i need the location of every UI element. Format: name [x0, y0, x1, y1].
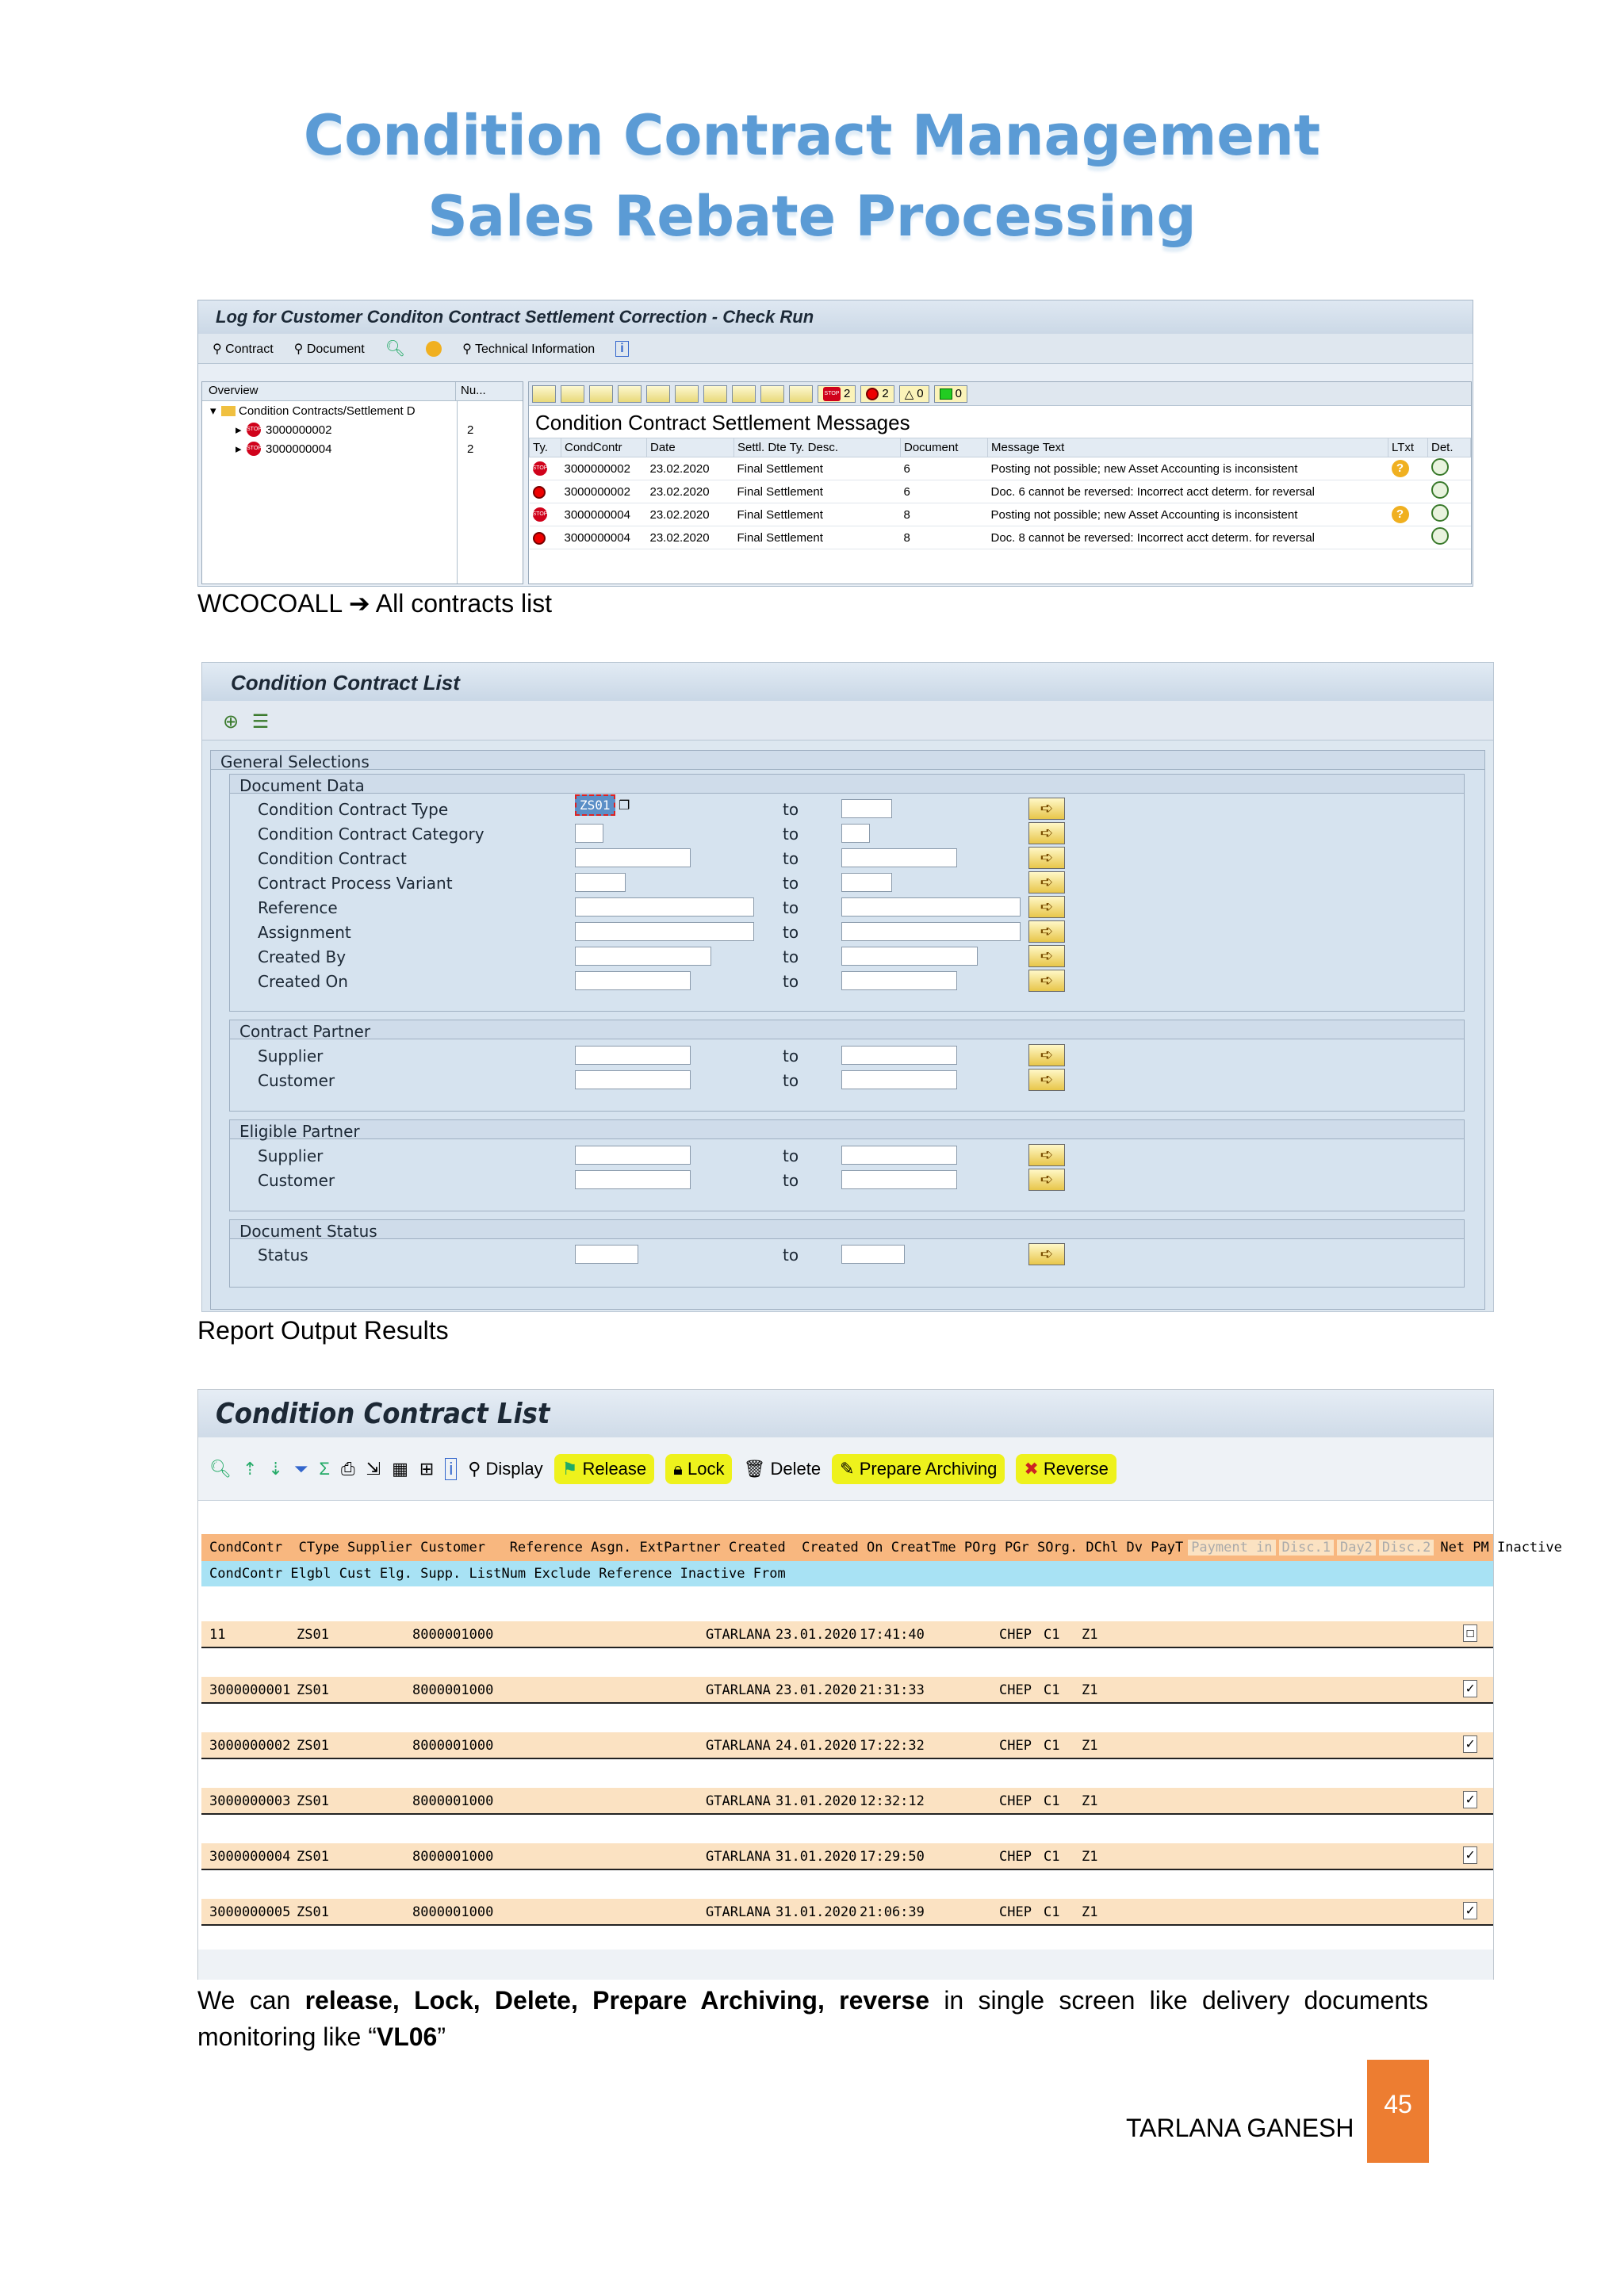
- label-process-variant: Contract Process Variant: [258, 874, 453, 893]
- selection-header: Condition Contract List: [202, 663, 1493, 701]
- tree-item[interactable]: ▸ STOP 3000000002 2: [236, 423, 474, 437]
- filter-icon[interactable]: ⏷: [293, 1458, 308, 1479]
- stop-icon: STOP: [533, 507, 547, 522]
- cell-created-time: 17:29:50: [860, 1849, 925, 1865]
- cell-contract: 3000000004: [561, 503, 647, 526]
- export-icon[interactable]: ⇲: [366, 1458, 381, 1479]
- sort-desc-icon[interactable]: ⇣: [268, 1458, 283, 1479]
- release-label: Release: [582, 1458, 647, 1479]
- cell-ctype: ZS01: [297, 1849, 329, 1865]
- log-screenshot: [197, 300, 1473, 587]
- delete-label: Delete: [770, 1458, 822, 1479]
- cell-contract: 3000000002: [561, 457, 647, 480]
- col-det[interactable]: Det.: [1428, 438, 1471, 457]
- page-title: Condition Contract Management: [303, 103, 1321, 168]
- cell-dchl: C1: [1044, 1849, 1060, 1865]
- column-headers: CondContr CType Supplier Customer Reference Asgn. ExtPartner Created Created On CreatTme POrg PGr SOrg. DChl Dv PayT: [209, 1540, 1184, 1556]
- summary-actions: release, Lock, Delete, Prepare Archiving, reverse: [304, 1986, 930, 2015]
- cell-ctype: ZS01: [297, 1793, 329, 1809]
- message-row[interactable]: [530, 457, 1471, 480]
- cell-desc: Final Settlement: [734, 503, 901, 526]
- condition-contract-to-input[interactable]: [841, 848, 957, 867]
- lock-button[interactable]: [665, 1454, 732, 1484]
- cell-doc: 8: [901, 503, 988, 526]
- lock-icon: 🔒︎: [673, 1458, 683, 1479]
- find-icon[interactable]: [618, 385, 642, 403]
- log-header: Log for Customer Conditon Contract Settlement Correction - Check Run: [198, 300, 1473, 334]
- contract-type-input[interactable]: [575, 798, 630, 813]
- tree-item-num: 2: [467, 442, 474, 456]
- contract-category-input[interactable]: [575, 824, 603, 843]
- message-row[interactable]: [530, 503, 1471, 526]
- tree-root-label: Condition Contracts/Settlement D: [239, 404, 416, 418]
- cell-created: GTARLANA: [706, 1738, 771, 1754]
- multiple-selection-button[interactable]: ➪: [1028, 970, 1065, 992]
- multiple-selection-button[interactable]: ➪: [1028, 1069, 1065, 1091]
- cell-customer: 8000001000: [412, 1849, 494, 1865]
- label-created-by: Created By: [258, 947, 347, 966]
- log-toolbar: [198, 334, 1473, 364]
- cell-date: 23.02.2020: [647, 503, 734, 526]
- columns-icon[interactable]: ⊞: [419, 1458, 435, 1479]
- label-assignment: Assignment: [258, 923, 351, 942]
- summary-text-2: in single screen like delivery documents monitoring like “: [197, 1986, 1429, 2051]
- selection-toolbar: [202, 701, 1493, 740]
- document-status-title: Document Status: [230, 1220, 1464, 1239]
- tree-col-num: Nu...: [461, 384, 486, 397]
- cell-desc: Final Settlement: [734, 526, 901, 549]
- cell-date: 23.02.2020: [647, 480, 734, 503]
- detail-icon[interactable]: 🔍︎: [209, 1458, 232, 1479]
- process-variant-to-input[interactable]: [841, 873, 892, 892]
- to-label: to: [783, 1171, 799, 1190]
- sort-asc-icon[interactable]: [561, 385, 584, 403]
- multiple-selection-button[interactable]: ➪: [1028, 847, 1065, 869]
- sort-asc-icon[interactable]: ⇡: [242, 1458, 258, 1479]
- table-row[interactable]: [201, 1677, 1493, 1704]
- eligible-supplier-to-input[interactable]: [841, 1146, 957, 1165]
- error-icon: [533, 532, 546, 545]
- col-netpm-inactive: Net PM Inactive: [1440, 1540, 1562, 1556]
- longtext-icon[interactable]: ?: [1392, 506, 1409, 523]
- tree-item-label: 3000000002: [266, 423, 332, 437]
- cell-created-on: 23.01.2020: [776, 1682, 857, 1698]
- cell-doc: 6: [901, 457, 988, 480]
- cell-customer: 8000001000: [412, 1682, 494, 1698]
- cell-created-time: 12:32:12: [860, 1793, 925, 1809]
- summary-paragraph: [197, 1982, 1428, 2055]
- message-row[interactable]: [530, 526, 1471, 549]
- report-screenshot: [197, 1389, 1562, 1980]
- summary-text-3: ”: [437, 2022, 446, 2051]
- to-label: to: [783, 947, 799, 966]
- stop-icon: STOP: [247, 423, 261, 437]
- cell-ctype: ZS01: [297, 1682, 329, 1698]
- to-label: to: [783, 825, 799, 844]
- partner-customer-input[interactable]: [575, 1070, 691, 1089]
- label-supplier: Supplier: [258, 1047, 324, 1066]
- eligible-partner-group: [229, 1119, 1465, 1211]
- inactive-checkbox[interactable]: ✓: [1463, 1680, 1477, 1697]
- contract-partner-group: [229, 1020, 1465, 1112]
- cell-ctype: ZS01: [297, 1627, 329, 1643]
- detail-icon[interactable]: [1431, 458, 1449, 476]
- label-status: Status: [258, 1246, 308, 1265]
- cell-created: GTARLANA: [706, 1793, 771, 1809]
- cell-desc: Final Settlement: [734, 457, 901, 480]
- label-supplier: Supplier: [258, 1146, 324, 1165]
- label-customer: Customer: [258, 1171, 335, 1190]
- cell-doc: 6: [901, 480, 988, 503]
- created-on-to-input[interactable]: [841, 971, 957, 990]
- label-contract-category: Condition Contract Category: [258, 825, 485, 844]
- detail-icon[interactable]: [1431, 527, 1449, 545]
- multiple-selection-button[interactable]: ➪: [1028, 945, 1065, 967]
- cell-contract: 3000000002: [561, 480, 647, 503]
- condition-contract-input[interactable]: [575, 848, 691, 867]
- stop-icon: STOP: [247, 442, 261, 456]
- summary-text-1: We can: [197, 1986, 291, 2015]
- table-row[interactable]: [201, 1621, 1493, 1648]
- inactive-checkbox[interactable]: ☐: [1463, 1624, 1477, 1642]
- cell-sorg: CHEP: [999, 1682, 1032, 1698]
- cell-contract: 3000000002: [209, 1738, 291, 1754]
- cell-created-on: 31.01.2020: [776, 1904, 857, 1920]
- reverse-label: Reverse: [1043, 1458, 1109, 1479]
- reverse-icon: ✖: [1024, 1458, 1039, 1479]
- reverse-button[interactable]: [1016, 1454, 1116, 1484]
- cell-created-on: 31.01.2020: [776, 1793, 857, 1809]
- multiple-selection-button[interactable]: ➪: [1028, 1044, 1065, 1066]
- lock-label: Lock: [688, 1458, 725, 1479]
- cell-contract: 3000000004: [209, 1849, 291, 1865]
- multiple-selection-button[interactable]: ➪: [1028, 871, 1065, 894]
- cell-dchl: C1: [1044, 1793, 1060, 1809]
- error-icon: [533, 486, 546, 499]
- help-icon[interactable]: [426, 341, 442, 357]
- to-label: to: [783, 1071, 799, 1090]
- message-row[interactable]: [530, 480, 1471, 503]
- trash-icon: 🗑︎: [743, 1458, 766, 1479]
- to-label: to: [783, 1146, 799, 1165]
- cell-created-time: 21:06:39: [860, 1904, 925, 1920]
- tree-col-overview: Overview: [202, 382, 456, 400]
- label-condition-contract: Condition Contract: [258, 849, 407, 868]
- tree-header: [202, 382, 523, 401]
- find-icon[interactable]: 🔍︎: [385, 340, 406, 358]
- layout-icon[interactable]: [703, 385, 727, 403]
- cell-sorg: CHEP: [999, 1849, 1032, 1865]
- details-icon[interactable]: [532, 385, 556, 403]
- page-subtitle: Sales Rebate Processing: [427, 184, 1197, 249]
- eligible-customer-to-input[interactable]: [841, 1170, 957, 1189]
- sum-icon[interactable]: [675, 385, 699, 403]
- column-header-row-2: [201, 1561, 1493, 1586]
- display-label: Display: [485, 1458, 543, 1479]
- col-day2: Day2: [1337, 1540, 1376, 1556]
- multiple-selection-button[interactable]: ➪: [1028, 798, 1065, 820]
- cell-dv: Z1: [1082, 1682, 1098, 1698]
- to-label: to: [783, 923, 799, 942]
- layout-icon[interactable]: ▦: [392, 1458, 408, 1479]
- partner-supplier-input[interactable]: [575, 1046, 691, 1065]
- document-label: Document: [306, 342, 365, 356]
- contract-category-to-input[interactable]: [841, 824, 870, 843]
- sum-icon[interactable]: Σ: [319, 1458, 331, 1479]
- contract-partner-title: Contract Partner: [230, 1020, 1464, 1039]
- error-count-value: 2: [882, 387, 889, 400]
- folder-icon: [221, 406, 236, 416]
- delete-button[interactable]: [743, 1459, 821, 1479]
- longtext-icon[interactable]: ?: [1392, 460, 1409, 477]
- archive-icon: ✎: [840, 1458, 855, 1479]
- cell-created-on: 24.01.2020: [776, 1738, 857, 1754]
- multiple-selection-button[interactable]: ➪: [1028, 1144, 1065, 1166]
- multiple-selection-button[interactable]: ➪: [1028, 1169, 1065, 1191]
- success-count-value: 0: [955, 387, 962, 400]
- document-button[interactable]: ⚲ Document: [293, 342, 365, 356]
- contract-button[interactable]: ⚲ Contract: [213, 342, 274, 356]
- multiple-selection-button[interactable]: ➪: [1028, 896, 1065, 918]
- cell-dv: Z1: [1082, 1738, 1098, 1754]
- eligible-partner-title: Eligible Partner: [230, 1120, 1464, 1139]
- col-document[interactable]: Document: [901, 438, 988, 457]
- cell-created-on: 23.01.2020: [776, 1627, 857, 1643]
- multiple-selection-button[interactable]: ➪: [1028, 920, 1065, 943]
- cell-created: GTARLANA: [706, 1904, 771, 1920]
- cell-contract: 3000000004: [561, 526, 647, 549]
- multiple-selection-button[interactable]: ➪: [1028, 822, 1065, 844]
- contract-label: Contract: [225, 342, 274, 356]
- warning-count[interactable]: △ 0: [899, 385, 929, 403]
- cell-text: Posting not possible; new Asset Accounting is inconsistent: [988, 503, 1388, 526]
- detail-icon[interactable]: [1431, 481, 1449, 499]
- col-desc[interactable]: Settl. Dte Ty. Desc.: [734, 438, 901, 457]
- cell-created: GTARLANA: [706, 1682, 771, 1698]
- to-label: to: [783, 898, 799, 917]
- created-by-input[interactable]: [575, 947, 711, 966]
- col-type[interactable]: Ty.: [530, 438, 561, 457]
- report-toolbar: [198, 1437, 1493, 1501]
- info-icon[interactable]: i: [445, 1458, 457, 1480]
- selection-screenshot: [201, 662, 1494, 1312]
- display-button[interactable]: ⚲ Display: [468, 1458, 543, 1479]
- variant-icon[interactable]: ☰: [251, 711, 270, 733]
- multiple-selection-button[interactable]: ➪: [1028, 1243, 1065, 1265]
- tcode-text: WCOCOALL: [197, 589, 342, 618]
- cell-customer: 8000001000: [412, 1738, 494, 1754]
- cell-created-time: 17:41:40: [860, 1627, 925, 1643]
- flag-icon: ⚑: [561, 1458, 578, 1479]
- caption-wcocoall: [197, 588, 552, 618]
- cell-ctype: ZS01: [297, 1738, 329, 1754]
- assignment-input[interactable]: [575, 922, 754, 941]
- cell-sorg: CHEP: [999, 1904, 1032, 1920]
- info-icon[interactable]: i: [615, 341, 628, 357]
- message-toolbar: [529, 382, 1471, 406]
- detail-icon[interactable]: [1431, 504, 1449, 522]
- print-icon[interactable]: [732, 385, 756, 403]
- cell-ctype: ZS01: [297, 1904, 329, 1920]
- success-count[interactable]: [934, 385, 967, 403]
- cell-dv: Z1: [1082, 1904, 1098, 1920]
- created-by-to-input[interactable]: [841, 947, 978, 966]
- tree-root[interactable]: ▾ Condition Contracts/Settlement D: [210, 404, 416, 418]
- col-condcontr[interactable]: CondContr: [561, 438, 647, 457]
- label-contract-type: Condition Contract Type: [258, 800, 449, 819]
- column-headers-2: CondContr Elgbl Cust Elg. Supp. ListNum Exclude Reference Inactive From: [209, 1566, 786, 1582]
- inactive-checkbox[interactable]: ✓: [1463, 1846, 1477, 1864]
- message-pane: [528, 381, 1472, 584]
- messages-title: Condition Contract Settlement Messages: [535, 411, 910, 434]
- page-number: 45: [1367, 2060, 1429, 2163]
- to-label: to: [783, 874, 799, 893]
- cell-dchl: C1: [1044, 1904, 1060, 1920]
- cell-customer: 8000001000: [412, 1793, 494, 1809]
- process-variant-input[interactable]: [575, 873, 626, 892]
- label-customer: Customer: [258, 1071, 335, 1090]
- caption-report: Report Output Results: [197, 1316, 449, 1345]
- report-header: Condition Contract List: [198, 1390, 1493, 1437]
- reference-to-input[interactable]: [841, 897, 1021, 916]
- cell-dchl: C1: [1044, 1627, 1060, 1643]
- col-ltxt[interactable]: LTxt: [1388, 438, 1428, 457]
- eligible-customer-input[interactable]: [575, 1170, 691, 1189]
- contract-type-value: ZS01: [575, 794, 615, 816]
- cell-dchl: C1: [1044, 1682, 1060, 1698]
- release-button[interactable]: [554, 1454, 655, 1484]
- cell-created-time: 17:22:32: [860, 1738, 925, 1754]
- cell-date: 23.02.2020: [647, 526, 734, 549]
- document-data-title: Document Data: [230, 775, 1464, 794]
- assignment-to-input[interactable]: [841, 922, 1021, 941]
- status-input[interactable]: [575, 1245, 638, 1264]
- tree-item-label: 3000000004: [266, 442, 332, 456]
- execute-icon[interactable]: ⊕: [223, 711, 239, 733]
- to-label: to: [783, 972, 799, 991]
- to-label: to: [783, 1047, 799, 1066]
- created-on-input[interactable]: [575, 971, 691, 990]
- tree-item-num: 2: [467, 423, 474, 437]
- cell-sorg: CHEP: [999, 1738, 1032, 1754]
- arrow-right-icon: ➔: [348, 589, 370, 618]
- label-created-on: Created On: [258, 972, 348, 991]
- col-disc1: Disc.1: [1279, 1540, 1334, 1556]
- col-disc2: Disc.2: [1379, 1540, 1434, 1556]
- inactive-checkbox[interactable]: ✓: [1463, 1735, 1477, 1753]
- tech-info-label: Technical Information: [475, 342, 596, 356]
- warning-count-value: 0: [917, 387, 924, 400]
- to-label: to: [783, 1246, 799, 1265]
- overview-tree: [201, 381, 523, 584]
- cell-dv: Z1: [1082, 1849, 1098, 1865]
- cell-customer: 8000001000: [412, 1627, 494, 1643]
- col-message[interactable]: Message Text: [988, 438, 1388, 457]
- label-reference: Reference: [258, 898, 338, 917]
- stop-count-value: 2: [844, 387, 851, 400]
- partner-customer-to-input[interactable]: [841, 1070, 957, 1089]
- cell-dv: Z1: [1082, 1793, 1098, 1809]
- stop-icon: STOP: [533, 461, 547, 476]
- summary-tcode: VL06: [376, 2022, 438, 2051]
- cell-contract: 3000000001: [209, 1682, 291, 1698]
- cell-date: 23.02.2020: [647, 457, 734, 480]
- cell-contract: 3000000003: [209, 1793, 291, 1809]
- general-selections-title: General Selections: [211, 751, 1484, 770]
- footer-author: TARLANA GANESH: [1126, 2114, 1354, 2142]
- message-header-row: [530, 438, 1471, 457]
- status-to-input[interactable]: [841, 1245, 905, 1264]
- archive-label: Prepare Archiving: [859, 1458, 998, 1479]
- caption-text: All contracts list: [375, 589, 553, 618]
- cell-contract: 3000000005: [209, 1904, 291, 1920]
- table-row[interactable]: [201, 1788, 1493, 1815]
- col-payment: Payment in: [1188, 1540, 1275, 1556]
- cell-desc: Final Settlement: [734, 480, 901, 503]
- cell-text: Doc. 6 cannot be reversed: Incorrect acct determ. for reversal: [988, 480, 1388, 503]
- cell-created: GTARLANA: [706, 1627, 771, 1643]
- col-date[interactable]: Date: [647, 438, 734, 457]
- export-icon[interactable]: [760, 385, 784, 403]
- multi-select-icon[interactable]: ❐: [618, 799, 630, 813]
- table-row[interactable]: [201, 1843, 1493, 1870]
- inactive-checkbox[interactable]: ✓: [1463, 1791, 1477, 1808]
- cell-sorg: CHEP: [999, 1793, 1032, 1809]
- cell-created: GTARLANA: [706, 1849, 771, 1865]
- cell-customer: 8000001000: [412, 1904, 494, 1920]
- filter-icon[interactable]: [646, 385, 670, 403]
- message-table: [529, 438, 1471, 549]
- column-header-row: [201, 1534, 1562, 1561]
- sort-desc-icon[interactable]: [589, 385, 613, 403]
- cell-dchl: C1: [1044, 1738, 1060, 1754]
- inactive-checkbox[interactable]: ✓: [1463, 1902, 1477, 1919]
- partner-supplier-to-input[interactable]: [841, 1046, 957, 1065]
- table-row[interactable]: [201, 1732, 1493, 1759]
- cell-created-on: 31.01.2020: [776, 1849, 857, 1865]
- cell-doc: 8: [901, 526, 988, 549]
- cell-text: Doc. 8 cannot be reversed: Incorrect acct determ. for reversal: [988, 526, 1388, 549]
- error-count[interactable]: [860, 385, 894, 403]
- cell-sorg: CHEP: [999, 1627, 1032, 1643]
- prepare-archiving-button[interactable]: [832, 1454, 1005, 1484]
- print-icon[interactable]: ⎙: [341, 1458, 355, 1479]
- stop-count[interactable]: STOP 2: [818, 385, 856, 403]
- to-label: to: [783, 849, 799, 868]
- grid-icon[interactable]: [789, 385, 813, 403]
- cell-dv: Z1: [1082, 1627, 1098, 1643]
- cell-created-time: 21:31:33: [860, 1682, 925, 1698]
- tech-info-button[interactable]: ⚲ Technical Information: [462, 342, 596, 356]
- contract-type-to-input[interactable]: [841, 799, 892, 818]
- tree-item[interactable]: ▸ STOP 3000000004 2: [236, 442, 474, 456]
- table-row[interactable]: [201, 1899, 1493, 1926]
- cell-contract: 11: [209, 1627, 226, 1643]
- to-label: to: [783, 800, 799, 819]
- eligible-supplier-input[interactable]: [575, 1146, 691, 1165]
- cell-text: Posting not possible; new Asset Accounting is inconsistent: [988, 457, 1388, 480]
- reference-input[interactable]: [575, 897, 754, 916]
